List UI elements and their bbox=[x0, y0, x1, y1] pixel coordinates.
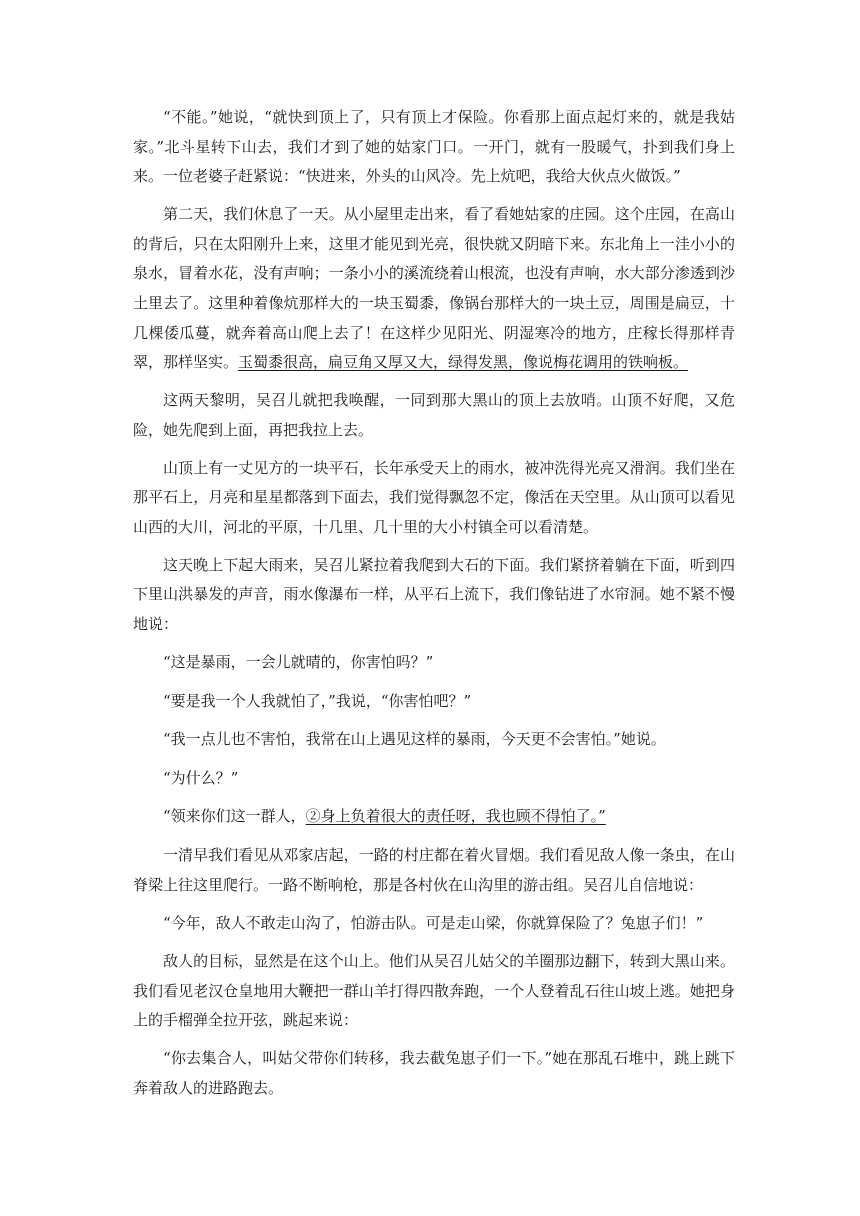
paragraph-text: 这两天黎明，吴召儿就把我唤醒，一同到那大黑山的顶上去放哨。山顶不好爬，又危险，她先爬到上面，再把我拉上去。 bbox=[133, 391, 735, 439]
dialogue-line bbox=[133, 909, 735, 939]
dialogue-line bbox=[133, 687, 735, 717]
paragraph-text: 这天晚上下起大雨来，吴召儿紧拉着我爬到大石的下面。我们紧挤着躺在下面，听到四下里山洪暴发的声音，雨水像瀑布一样，从平石上流下，我们像钻进了水帘洞。她不紧不慢地说： bbox=[133, 555, 735, 634]
underlined-sentence: ②身上负着很大的责任呀，我也顾不得怕了。” bbox=[305, 807, 606, 826]
paragraph bbox=[133, 1044, 735, 1103]
paragraph-text: “我一点儿也不害怕，我常在山上遇见这样的暴雨，今天更不会害怕。”她说。 bbox=[163, 730, 666, 749]
dialogue-line bbox=[133, 725, 735, 755]
paragraph-text: 山顶上有一丈见方的一块平石，长年承受天上的雨水，被冲洗得光亮又滑润。我们坐在那平石上，月亮和星星都落到下面去，我们觉得飘忽不定，像活在天空里。从山顶可以看见山西的大川，河北的平原，十几里、几十里的大小村镇全可以看清楚。 bbox=[133, 458, 735, 536]
paragraph-text: “今年，敌人不敢走山沟了，怕游击队。可是走山梁，你就算保险了？兔崽子们！” bbox=[163, 913, 704, 932]
paragraph-text: “为什么？” bbox=[163, 768, 239, 787]
article-body bbox=[133, 103, 735, 1112]
paragraph-text: “你去集合人，叫姑父带你们转移，我去截兔崽子们一下。”她在那乱石堆中，跳上跳下奔着敌人的进路跑去。 bbox=[133, 1049, 735, 1097]
paragraph-text: “这是暴雨，一会儿就晴的，你害怕吗？” bbox=[163, 653, 434, 672]
paragraph bbox=[133, 103, 735, 192]
paragraph bbox=[133, 841, 735, 900]
paragraph bbox=[133, 947, 735, 1036]
underlined-sentence: 玉蜀黍很高，扁豆角又厚又大，绿得发黑，像说梅花调用的铁响板。 bbox=[238, 353, 689, 372]
paragraph-text: 敌人的目标，显然是在这个山上。他们从吴召儿姑父的羊圈那边翻下，转到大黑山来。我们看见老汉仓皇地用大鞭把一群山羊打得四散奔跑，一个人登着乱石往山坡上逃。她把身上的手榴弹全拉开弦，跳起来说： bbox=[133, 952, 735, 1030]
paragraph bbox=[133, 551, 735, 640]
paragraph-text: “要是我一个人我就怕了，”我说，“你害怕吧？” bbox=[163, 691, 472, 710]
paragraph-text: 一清早我们看见从邓家店起，一路的村庄都在着火冒烟。我们看见敌人像一条虫，在山脊梁上往这里爬行。一路不断响枪，那是各村伙在山沟里的游击组。吴召儿自信地说： bbox=[133, 846, 735, 894]
dialogue-line bbox=[133, 802, 735, 832]
paragraph bbox=[133, 386, 735, 445]
paragraph-text: “领来你们这一群人， bbox=[163, 807, 306, 826]
dialogue-line bbox=[133, 764, 735, 794]
paragraph bbox=[133, 200, 735, 378]
paragraph bbox=[133, 454, 735, 543]
dialogue-line bbox=[133, 648, 735, 678]
paragraph-text: 第二天，我们休息了一天。从小屋里走出来，看了看她姑家的庄园。这个庄园，在高山的背后，只在太阳刚升上来，这里才能见到光亮，很快就又阴暗下来。东北角上一洼小小的泉水，冒着水花，没有声响；一条小小的溪流绕着山根流，也没有声响，水大部分渗透到沙土里去了。这里种着像炕那样大的一块玉蜀黍，像锅台那样大的一块土豆，周围是扁豆，十几棵倭瓜蔓，就奔着高山爬上去了！在这样少见阳光、阴湿寒冷的地方，庄稼长得那样青翠，那样坚实。 bbox=[133, 205, 735, 372]
paragraph-text: “不能。”她说，“就快到顶上了，只有顶上才保险。你看那上面点起灯来的，就是我姑家。”北斗星转下山去，我们才到了她的姑家门口。一开门，就有一股暖气，扑到我们身上来。一位老婆子赶紧说：“快进来，外头的山风冷。先上炕吧，我给大伙点火做饭。” bbox=[133, 108, 735, 186]
